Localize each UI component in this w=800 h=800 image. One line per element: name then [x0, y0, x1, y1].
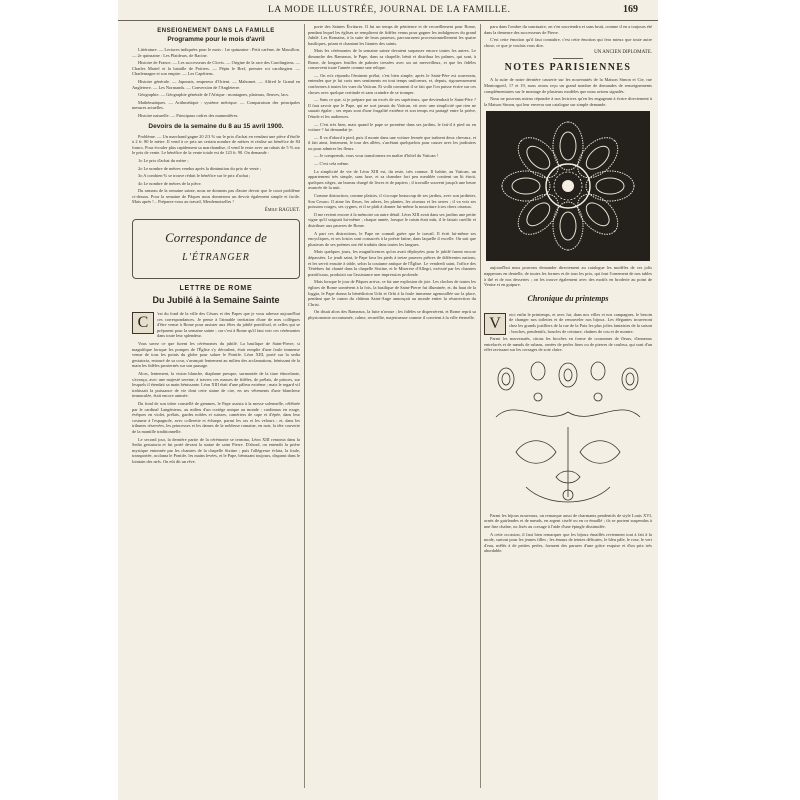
- devoirs-paragraph: 4o Le nombre de mètres de la pièce.: [138, 180, 202, 186]
- journal-title: LA MODE ILLUSTRÉE, JOURNAL DE LA FAMILLE.: [268, 5, 511, 15]
- notes-paragraph: Nous ne pouvons mieux répondre à nos lectrices qu'en les engageant à écrire directement à la Maison Simon, qui leur enverra son catalogue sur simple demande.: [484, 96, 652, 107]
- devoirs-heading: Devoirs de la semaine du 8 au 15 avril 1900.: [148, 122, 284, 130]
- jewelry-fashion-illustration: [486, 357, 650, 509]
- journal-page: [118, 0, 658, 800]
- intro-paragraph: paru dans l'ombre du sanctuaire, on s'en souviendra et sans bruit, comme il en a toujours été dans la demeure des successeurs de Pierre.: [484, 24, 652, 35]
- section-heading: ENSEIGNEMENT DANS LA FAMILLE: [157, 28, 275, 34]
- jewels-svg: [486, 357, 650, 509]
- program-paragraph: Histoire naturelle. — Principaux ordres des mammifères.: [138, 112, 239, 118]
- column-2-paragraph: Mais lorsque le jour de Pâques arriva, ce fut une explosion de joie. Les cloches de toutes les églises de Rome sonnèrent à la fois, la basilique de Saint-Pierre fut illuminée, et, du haut de la loggia, le Pape donna la bénédiction Urbi et Orbi à la foule immense agenouillée sur la place, pendant que le canon du château Saint-Ange annonçait au monde entier la résurrection du Christ.: [308, 279, 476, 307]
- after-jewels-paragraph: A cette occasion, il faut bien remarquer que les bijoux émaillés reviennent tout à fait à la mode, surtout pour les jeunes filles ; les émaux de teintes délicates, le bleu pâle, le rose, le vert d'eau, mêlés à de petites perles, forment des parures d'une grâce exquise et d'un prix très abordable.: [484, 531, 652, 554]
- column-1: [132, 24, 300, 467]
- column-rule-left: [304, 24, 305, 788]
- devoirs-signature: Émile RAGUET.: [264, 208, 300, 214]
- program-paragraph: Histoire générale. — Japonais, empereur d'Orient. — Mahomet. — Alfred le Grand en Angleterre. — Les Normands. — Conversion de l'Angleterre.: [132, 78, 300, 90]
- dropcap-letter: C: [132, 312, 154, 334]
- column-2-paragraph: — Je comprends, vous vous transformez en maître d'hôtel du Vatican !: [314, 153, 439, 159]
- chronique-paragraph: Parmi les nouveautés, citons les broches en forme de couronnes de fleurs, d'anneaux entrelacés et de nœuds de rubans, ornées de perles fines ou de pierres de couleur, qui sont d'un effet ravissant sur les corsages de soie claire.: [484, 336, 652, 353]
- running-head: [118, 4, 658, 21]
- section-subheading: Programme pour le mois d'avril: [167, 36, 265, 43]
- devoirs-paragraph: Du rameau de la semaine sainte, nous ne donnons pas d'autre devoir que le court problème ci-dessus. Pour la semaine de Pâques nous donnerons un devoir également simple et facile. Mais après !... Préparez-vous au travail, Mesdemoiselles !: [132, 188, 300, 205]
- devoirs-text: [132, 134, 300, 206]
- column-2-paragraph: Comme distraction, comme plaisirs, il s'occupe beaucoup de ses jardins, avec son jardinier, Son Cesaro. Il aime les fleurs, les arbres, les plantes, les oiseaux et les serres ; il va voir ses poissons rouges, ses cygnes, et il se plaît à donner lui-même la nourriture à ses chers oiseaux.: [308, 193, 476, 210]
- lettre-heading: LETTRE DE ROME: [179, 285, 253, 293]
- notes-heading: NOTES PARISIENNES: [504, 62, 632, 74]
- column-3: [484, 24, 652, 556]
- intro-signature: UN ANCIEN DIPLOMATE.: [594, 50, 652, 56]
- column-2-paragraph: — C'est cela même.: [314, 161, 350, 167]
- chronique-heading: Chronique du printemps: [527, 293, 609, 303]
- lettre-subheading: Du Jubilé à la Semaine Sainte: [152, 295, 280, 306]
- column-2-paragraph: Il me revient encore à la mémoire un autre détail. Léon XIII avait dans ses jardins une petite vigne qu'il soignait lui-même ; chaque année, lorsque le raisin était mûr, il le faisait cueillir et distribuer aux pauvres de Rome.: [308, 211, 476, 228]
- after-doily-paragraph: aujourd'hui nous pouvons demander directement au catalogue les modèles de ces jolis napperons en dentelle, de toutes les formes et de tous les prix, qui font l'ornement de nos tables à thé et de nos dessertes ; on les trouve également avec des motifs en broderie au point de Venise et en guipure.: [484, 265, 652, 288]
- column-2-paragraph: La simplicité de vie de Léon XIII est, du reste, très connue. Il habite, au Vatican, un appartement très simple, sans luxe, et sa chambre fort peu meublée contient un lit étroit, quelques sièges, un bureau chargé de livres et de papiers ; il travaille souvent jusqu'à une heure avancée de la nuit.: [308, 168, 476, 191]
- program-paragraph: Mathématiques. — Arithmétique : système métrique. — Comparaison des principales mesures actuelles.: [132, 99, 300, 111]
- chronique-banner: [484, 292, 652, 308]
- chronique-paragraph: oici enfin le printemps, et avec lui, dans nos villes et nos campagnes, le besoin de changer nos toilettes et de renouveler nos bijoux. Les élégantes trouveront chez les grands joailliers de la rue de la Paix les plus jolies fantaisies de la saison : broches, pendentifs, boucles de ceinture, chaînes de cou et de montre.: [509, 311, 652, 334]
- notes-text: [484, 77, 652, 107]
- column-2-paragraph: Mais les cérémonies de la semaine sainte devaient surpasser encore toutes les autres. Le dimanche des Rameaux, le Pape, dans sa chapelle, bénit et distribua les palmes, qui sont, à Rome, de longues feuilles de palmier tressées avec un art merveilleux, et que les fidèles conservent toute l'année comme une relique.: [308, 48, 476, 71]
- lettre-paragraph: Vous savez ce que furent les cérémonies du jubilé. La basilique de Saint-Pierre, si magnifique lorsque les pompes de l'Église s'y déroulent, était remplie d'une foule immense venue de tous les points du globe pour saluer le Pontife. Léon XIII, porté sur la sedia gestatoria, entouré de sa cour, s'avançait lentement au milieu des acclamations, bénissant de la main les fidèles prosternés sur son passage.: [132, 341, 300, 369]
- program-paragraph: Géographie. — Géographie générale de l'Afrique : montagnes, plateaux, fleuves, lacs.: [138, 92, 290, 98]
- column-2: [308, 24, 476, 323]
- column-2-paragraph: On disait alors des Rameaux, la fuite n'avoue ; les fidèles se dispersèrent, et Rome reprit sa physionomie accoutumée, calme, recueillie, majestueuse comme il convient à la ville éternelle.: [308, 309, 476, 320]
- devoirs-paragraph: Problème. — Un marchand gagne 20 2/3 % sur le prix d'achat en vendant une pièce d'étoffe à 2 fr. 80 le mètre. Il vend à ce prix un certain nombre de mètres et réalise un bénéfice de 84 francs. Pour écouler plus rapidement sa marchandise, il vend le reste avec un rabais de 5 % sur le prix de vente. Le bénéfice de la vente totale est de 123 fr. 90. On demande :: [132, 133, 300, 156]
- lettre-paragraph: Alors, lentement, la vision blanche, diaphane presque, surmontée de la tiare étincelante, s'avança, avec une majesté sereine, à travers ces masses de fidèles, de prélats, de princes, sur lesquels il étendait sa main bénissante. Léon XIII était d'une pâleur extrême ; mais le regard vif trahissait la puissance de vie dont cette statue de cire, en ses vêtements d'une blancheur immaculée, était encore animée.: [132, 371, 300, 399]
- lettre-text: [132, 311, 300, 464]
- column-rule-right: [480, 24, 481, 788]
- after-jewels-text: [484, 513, 652, 554]
- devoirs-paragraph: 1o Le prix d'achat du mètre ;: [138, 157, 189, 163]
- lettre-paragraph: Du fond de son trône constellé de gemmes, le Pape assista à la messe solennelle, célébrée par le cardinal Langénieux, au milieu d'un cortège unique au monde : cardinaux en rouge, évêques en violet, prélats, gardes nobles et suisses, camériers de cape et d'épée, dans leur costume à l'espagnole, avec collerette et écharpe, parmi les ors et les velours ; et, dans les tribunes réservées, les princesses et les dames de la noblesse romaine, en noir, la tête couverte de la mantille traditionnelle.: [132, 400, 300, 434]
- column-2-paragraph: — On m'a répondu l'éminent prélat, c'est bien simple, après le Saint-Père est souverain, entendez que je lui crois mes sentiments en tout temps uniformes, et, depuis, rigoureusement conformes à toutes les vues du Vatican. Et voilà comment il se fait que l'on puisse écrire sur ces choses avec quelque certitude et sans craindre de se tromper.: [308, 72, 476, 95]
- notes-paragraph: A la suite de notre dernière causerie sur les nouveautés de la Maison Simon et Cie, rue Montorgueil, 17 et 19, nous avons reçu un grand nombre de demandes de renseignements complémentaires sur le montage de plusieurs modèles que nous avions signalés.: [484, 77, 652, 94]
- lettre-paragraph: 'est du fond de la ville des Césars et des Papes que je vous adresse aujourd'hui ces correspondances. Je pense à l'aimable invitation d'une de mes collègues d'être venue à Rome pour assister aux fêtes du jubilé pontifical, et celles qui se préparent pour la semaine sainte ; car c'est à Rome qu'il faut voir ces cérémonies dans toute leur splendeur.: [157, 311, 300, 339]
- after-jewels-paragraph: Parmi les bijoux nouveaux, on remarque aussi de charmants pendentifs de style Louis XVI, ornés de guirlandes et de nœuds, en argent ciselé ou en or émaillé ; ils se portent suspendus à une fine chaîne, ou fixés au corsage à l'aide d'une épingle dissimulée.: [484, 512, 652, 530]
- column-2-paragraph: — Sans ce que, si je prépare par un excès de ses supérieurs, que deviendrait le Saint-Père ? Il faut savoir que le Pape, qui ne sort jamais du Vatican, vit avec une simplicité que rien ne saurait égaler ; ses repas sont d'une frugalité extrême et son temps est partagé entre la prière, l'étude et les audiences.: [308, 97, 476, 119]
- intro-paragraph-2: C'est cette émotion qu'il faut connaître, c'est cette émotion qui fera mieux que toute autre chose, ce que je voulais vous dire.: [484, 37, 652, 48]
- lace-doily-illustration: [486, 111, 650, 261]
- program-paragraph: Histoire de France. — Les successeurs de Clovis. — Origine de la race des Carolingiens. — Charles Martel et la bataille de Poitiers. — Pépin le Bref, premier roi carolingien. — Charlemagne et son empire. — Les Capétiens.: [132, 60, 300, 77]
- correspondance-ornament: [132, 219, 300, 279]
- column-2-paragraph: Mais quelques jours, les magnificences qu'on avait déployées pour le jubilé furent encore dépassées. Le jeudi saint, le Pape lava les pieds à treize pauvres prêtres de différentes nations, et les servit ensuite à table, selon la coutume antique de l'Église. Le vendredi saint, l'office des Ténèbres fut chanté dans la chapelle Sixtine, et le Miserere d'Allegri, exécuté par les chantres pontificaux, produisit sur l'assistance une impression profonde.: [308, 249, 476, 277]
- chronique-text: [484, 312, 652, 353]
- page-number: 169: [623, 4, 638, 15]
- chronique-dropcap: V: [484, 313, 506, 335]
- column-2-paragraph: porte des Saintes Écritures. Il fut un temps de pénitence et de recueillement pour Rome, pendant lequel les églises se remplirent de fidèles venus pour gagner les indulgences du grand Jubilé. Les Romains, à la suite de leurs pasteurs, parcoururent processionnellement les quatre basiliques, priant et chantant les litanies des saints.: [308, 24, 476, 46]
- column-2-paragraph: — Il va d'abord à pied, puis il monte dans une voiture fermée que traînent deux chevaux, et il fait ainsi, lentement, le tour des allées, s'arrêtant quelquefois pour causer avec les jardiniers ou pour admirer les fleurs.: [308, 134, 476, 151]
- program-text: [132, 47, 300, 119]
- lettre-paragraph: Le second jour, la dernière partie de la cérémonie se termina, Léon XIII remonta dans la Sedia gestatoria et fut porté devant la statue de saint Pierre. D'abord, on entendit la prière mystique entonnée par les chantres de la chapelle Sixtine ; puis l'allégresse éclata, la foule, transportée, acclama le Pontife, les mains levées, et le Pape, bénissant toujours, disparut dans le lointain des nefs. On eût dit un rêve.: [132, 436, 300, 464]
- divider: [553, 58, 583, 59]
- devoirs-paragraph: 2o Le nombre de mètres vendus après la diminution du prix de vente ;: [138, 165, 262, 171]
- column-2-text: [308, 24, 476, 321]
- doily-svg: [486, 111, 650, 261]
- ornament-line-2: L'ÉTRANGER: [182, 252, 250, 264]
- program-paragraph: Littérature. — Lectures indiquées pour le mois : 1re quinzaine : Petit carême, de Massillon. — 2e quinzaine : Les Plaideurs, de Racine.: [132, 47, 300, 58]
- ornament-line-1: Correspondance de: [165, 230, 267, 246]
- devoirs-paragraph: 3o A combien % se trouve réduit le bénéfice sur le prix d'achat ;: [138, 173, 251, 179]
- column-2-paragraph: — C'est très bien, mais quand le pape se promène dans ses jardins, le fait-il à pied ou en voiture ? lui demandai-je.: [308, 121, 476, 133]
- column-2-paragraph: A part ces distractions, le Pape ne connaît guère que le travail. Il écrit lui-même ses encycliques, et ses loisirs sont consacrés à la poésie latine, dans laquelle il excelle. On sait que plusieurs de ses poèmes ont été traduits dans toutes les langues.: [308, 230, 476, 247]
